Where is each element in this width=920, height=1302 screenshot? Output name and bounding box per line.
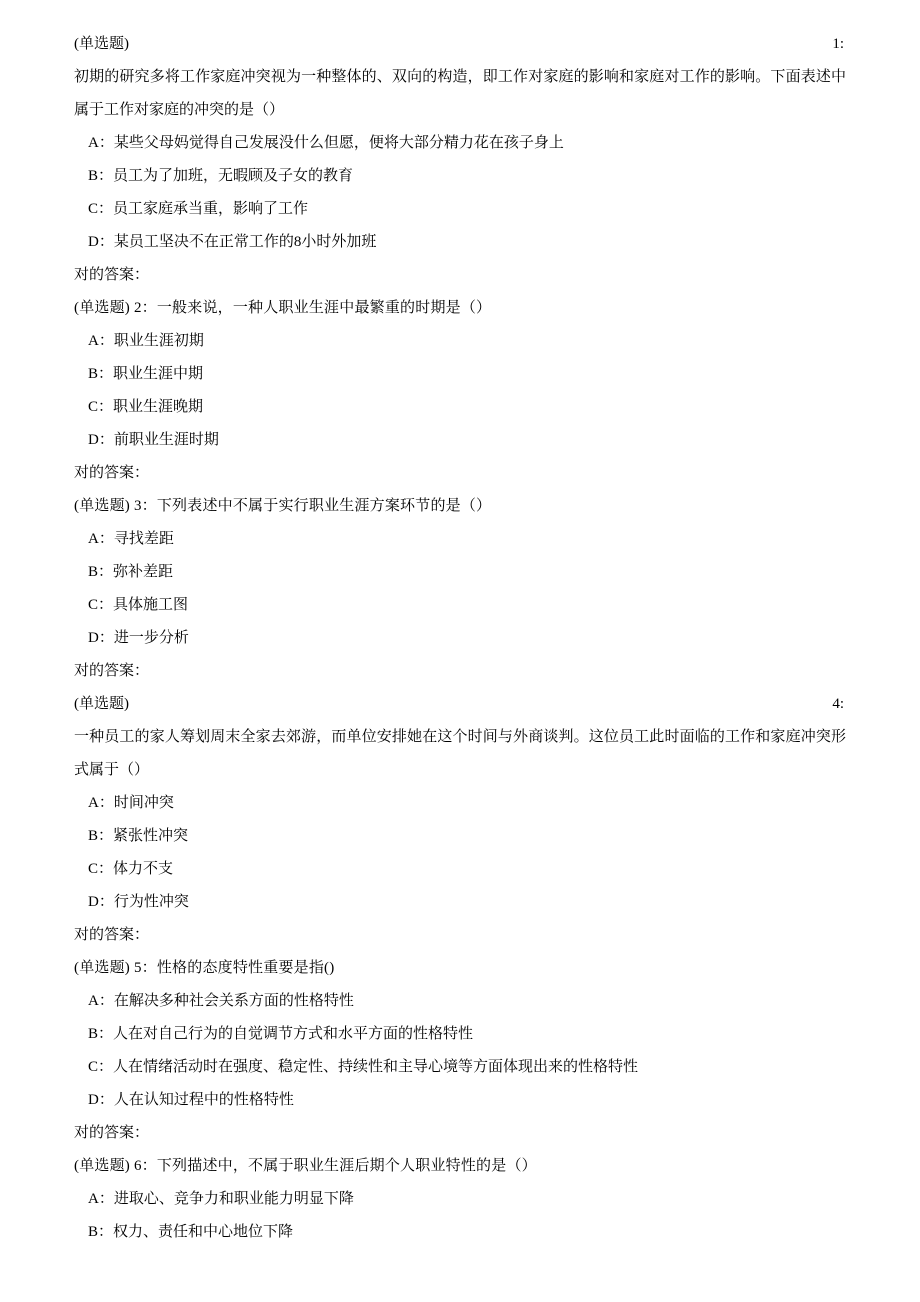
question-4-answer-label: 对的答案：	[74, 927, 150, 943]
question-2-answer-label: 对的答案：	[74, 465, 150, 481]
question-2-option-d: D：前职业生涯时期	[88, 432, 219, 448]
question-1-header	[74, 28, 846, 61]
question-3-option-c: C：具体施工图	[88, 597, 189, 613]
question-1-option-c: C：员工家庭承当重，影响了工作	[88, 201, 309, 217]
question-3-option-d: D：进一步分析	[88, 630, 189, 646]
question-4-header	[74, 688, 846, 721]
question-6-option-a: A：进取心、竞争力和职业能力明显下降	[88, 1191, 354, 1207]
question-block-6	[74, 1150, 846, 1249]
question-6-option-b: B：权力、责任和中心地位下降	[88, 1224, 294, 1240]
question-1-option-d: D：某员工坚决不在正常工作的8小时外加班	[88, 234, 377, 250]
question-block-2	[74, 292, 846, 490]
question-5-option-c: C：人在情绪活动时在强度、稳定性、持续性和主导心境等方面体现出来的性格特性	[88, 1059, 639, 1075]
question-5-header: (单选题) 5：性格的态度特性重要是指()	[74, 960, 335, 976]
question-1-stem: 初期的研究多将工作家庭冲突视为一种整体的、双向的构造，即工作对家庭的影响和家庭对工作的影响。下面表述中属于工作对家庭的冲突的是（）	[74, 69, 846, 118]
question-4-type-label: (单选题)	[74, 696, 129, 712]
question-4-number: 4:	[832, 696, 844, 712]
question-2-option-b: B：职业生涯中期	[88, 366, 204, 382]
question-3-answer-label: 对的答案：	[74, 663, 150, 679]
question-3-option-a: A：寻找差距	[88, 531, 174, 547]
question-2-option-a: A：职业生涯初期	[88, 333, 204, 349]
question-5-option-a: A：在解决多种社会关系方面的性格特性	[88, 993, 354, 1009]
question-block-4	[74, 688, 846, 952]
question-block-5	[74, 952, 846, 1150]
question-4-stem: 一种员工的家人筹划周末全家去郊游，而单位安排她在这个时间与外商谈判。这位员工此时面临的工作和家庭冲突形式属于（）	[74, 729, 846, 778]
question-1-type-label: (单选题)	[74, 36, 129, 52]
question-5-answer-label: 对的答案：	[74, 1125, 150, 1141]
question-1-answer-label: 对的答案：	[74, 267, 150, 283]
question-block-3	[74, 490, 846, 688]
question-3-option-b: B：弥补差距	[88, 564, 174, 580]
question-3-header: (单选题) 3：下列表述中不属于实行职业生涯方案环节的是（）	[74, 498, 492, 514]
question-1-option-b: B：员工为了加班，无暇顾及子女的教育	[88, 168, 354, 184]
question-4-option-a: A：时间冲突	[88, 795, 174, 811]
question-4-option-d: D：行为性冲突	[88, 894, 189, 910]
question-5-option-d: D：人在认知过程中的性格特性	[88, 1092, 294, 1108]
question-2-option-c: C：职业生涯晚期	[88, 399, 204, 415]
question-6-header: (单选题) 6：下列描述中，不属于职业生涯后期个人职业特性的是（）	[74, 1158, 537, 1174]
question-1-number: 1:	[832, 36, 844, 52]
question-1-option-a: A：某些父母妈觉得自己发展没什么但愿，便将大部分精力花在孩子身上	[88, 135, 564, 151]
question-2-header: (单选题) 2：一般来说，一种人职业生涯中最繁重的时期是（）	[74, 300, 492, 316]
question-block-1	[74, 28, 846, 292]
question-4-option-b: B：紧张性冲突	[88, 828, 189, 844]
question-5-option-b: B：人在对自己行为的自觉调节方式和水平方面的性格特性	[88, 1026, 474, 1042]
question-4-option-c: C：体力不支	[88, 861, 174, 877]
